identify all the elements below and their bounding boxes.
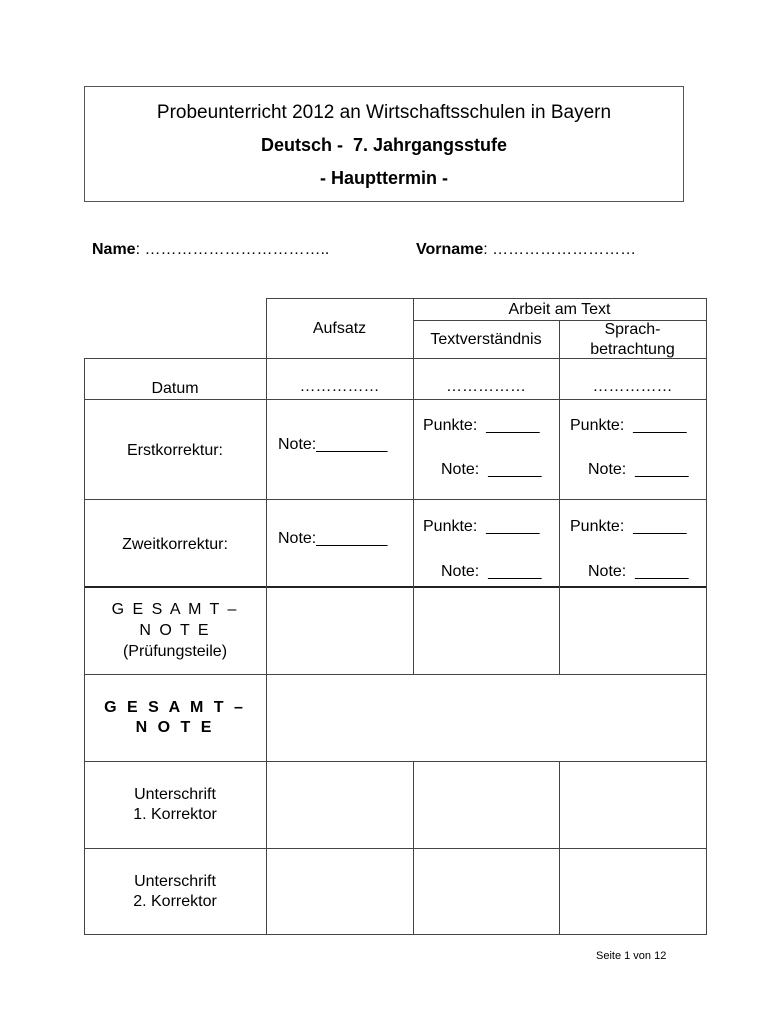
row-gesamtnote-label: N O T E — [135, 719, 215, 736]
table-border — [413, 298, 414, 674]
table-border — [84, 399, 707, 400]
row-unterschrift-2-label: Unterschrift — [134, 873, 216, 890]
col-textverstaendnis: Textverständnis — [430, 331, 542, 348]
col-sprachbetrachtung: betrachtung — [590, 341, 675, 358]
row-gesamtnote-pruefungsteile-label: G E S A M T – — [111, 601, 239, 618]
erst-text-note-field[interactable]: Note: ______ — [441, 461, 542, 478]
vorname-field[interactable] — [416, 241, 636, 259]
table-border — [84, 674, 707, 675]
page-number: Seite 1 von 12 — [596, 950, 667, 962]
table-border — [84, 934, 707, 935]
zweit-text-punkte-field[interactable]: Punkte: ______ — [423, 518, 540, 535]
zweit-sprach-punkte-field[interactable]: Punkte: ______ — [570, 518, 687, 535]
table-border-thick — [84, 586, 707, 588]
name-blank: : …………………………….. — [135, 241, 330, 258]
col-arbeit-am-text: Arbeit am Text — [508, 301, 611, 318]
vorname-label: Vorname — [416, 241, 484, 258]
row-zweitkorrektur-label: Zweitkorrektur: — [122, 536, 228, 553]
zweit-sprach-note-field[interactable]: Note: ______ — [588, 563, 689, 580]
row-unterschrift-1-label: 1. Korrektor — [133, 806, 217, 823]
name-label: Name — [92, 241, 136, 258]
erst-aufsatz-note-field[interactable]: Note:________ — [278, 436, 388, 453]
exam-title: Probeunterricht 2012 an Wirtschaftsschulen in Bayern — [156, 102, 612, 123]
row-gesamtnote-pruefungsteile-label: N O T E — [139, 622, 211, 639]
row-gesamtnote-pruefungsteile-label: (Prüfungsteile) — [122, 643, 228, 660]
table-border — [559, 761, 560, 935]
row-gesamtnote-label: G E S A M T – — [104, 699, 246, 716]
row-erstkorrektur-label: Erstkorrektur: — [126, 442, 223, 459]
erst-text-punkte-field[interactable]: Punkte: ______ — [423, 417, 540, 434]
header-box — [84, 86, 684, 202]
row-unterschrift-2-label: 2. Korrektor — [133, 893, 217, 910]
table-border — [84, 499, 707, 500]
col-sprachbetrachtung: Sprach- — [604, 321, 661, 338]
table-border — [413, 761, 414, 935]
table-border — [84, 848, 707, 849]
datum-aufsatz-field[interactable]: …………… — [299, 378, 380, 395]
row-datum-label: Datum — [151, 380, 199, 397]
datum-sprachbetrachtung-field[interactable]: …………… — [592, 378, 673, 395]
table-border — [84, 761, 707, 762]
term-title: - Haupttermin - — [320, 168, 448, 188]
name-field[interactable] — [92, 241, 329, 259]
datum-textverstaendnis-field[interactable]: …………… — [446, 378, 526, 395]
zweit-text-note-field[interactable]: Note: ______ — [441, 563, 542, 580]
table-border — [559, 320, 560, 674]
subject-title: Deutsch - 7. Jahrgangsstufe — [260, 135, 508, 155]
table-border — [266, 298, 707, 299]
row-unterschrift-1-label: Unterschrift — [134, 786, 216, 803]
vorname-blank: : ……………………… — [483, 241, 637, 258]
erst-sprach-punkte-field[interactable]: Punkte: ______ — [570, 417, 687, 434]
erst-sprach-note-field[interactable]: Note: ______ — [588, 461, 689, 478]
table-border — [706, 298, 707, 935]
zweit-aufsatz-note-field[interactable]: Note:________ — [278, 530, 388, 547]
col-aufsatz: Aufsatz — [312, 320, 367, 337]
